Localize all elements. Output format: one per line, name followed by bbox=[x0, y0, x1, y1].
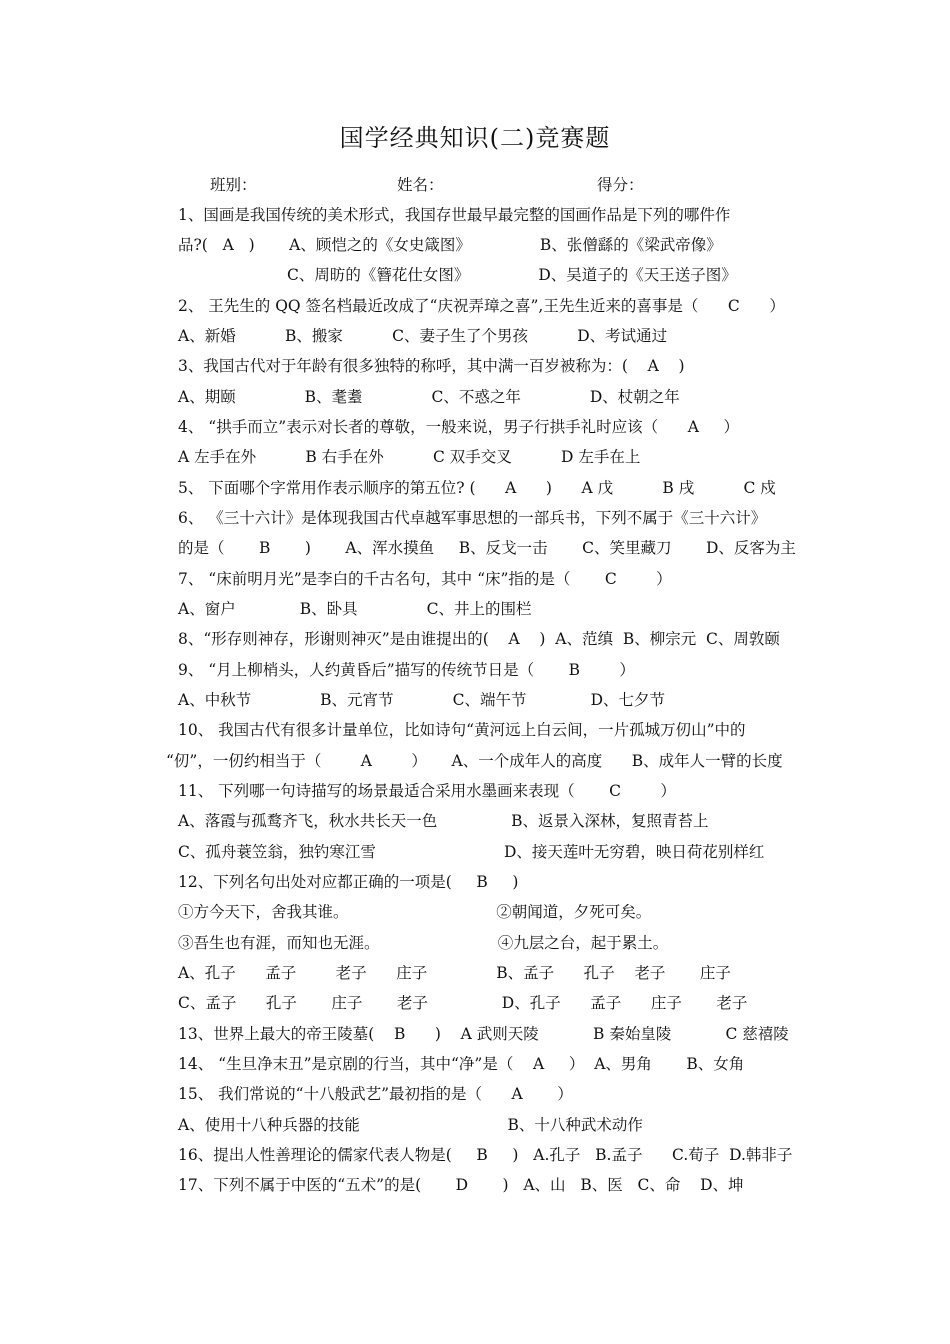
question-2-options: A、新婚 B、搬家 C、妻子生了个男孩 D、考试通过 bbox=[178, 327, 668, 345]
question-10-text: 10、 我国古代有很多计量单位，比如诗句“黄河远上白云间，一片孤城万仞山”中的 bbox=[178, 721, 746, 739]
question-12-text: 12、下列名句出处对应都正确的一项是( B ) bbox=[178, 873, 519, 891]
question-9-options: A、中秋节 B、元宵节 C、端午节 D、七夕节 bbox=[178, 691, 666, 709]
question-11-options-cd: C、孤舟蓑笠翁，独钓寒江雪 D、接天莲叶无穷碧，映日荷花别样红 bbox=[178, 843, 765, 861]
question-4-options: A 左手在外 B 右手在外 C 双手交叉 D 左手在上 bbox=[178, 448, 641, 466]
question-3-text: 3、我国古代对于年龄有很多独特的称呼，其中满一百岁被称为：( A ) bbox=[178, 357, 685, 375]
question-14-text: 14、 “生旦净末丑”是京剧的行当，其中“净”是（ A ） A、男角 B、女角 bbox=[178, 1055, 745, 1073]
question-5-text: 5、 下面哪个字常用作表示顺序的第五位? ( A ) A 戊 B 戌 C 戍 bbox=[178, 479, 776, 497]
question-12-quotes-12: ①方今天下，舍我其谁。 ②朝闻道，夕死可矣。 bbox=[178, 903, 652, 921]
question-11-options-ab: A、落霞与孤鹜齐飞，秋水共长天一色 B、返景入深林，复照青苔上 bbox=[178, 812, 709, 830]
question-1-options-cd: C、周昉的《簪花仕女图》 D、吴道子的《天王送子图》 bbox=[287, 266, 737, 284]
question-1-options-ab: 品?( A ) A、顾恺之的《女史箴图》 B、张僧繇的《梁武帝像》 bbox=[178, 236, 722, 254]
question-17-text: 17、下列不属于中医的“五术”的是( D ) A、山 B、医 C、命 D、坤 bbox=[178, 1176, 744, 1194]
question-3-options: A、期颐 B、耄耋 C、不惑之年 D、杖朝之年 bbox=[178, 388, 680, 406]
question-15-text: 15、 我们常说的“十八般武艺”最初指的是（ A ） bbox=[178, 1085, 573, 1103]
question-10-options: “仞”，一仞约相当于（ A ） A、一个成年人的高度 B、成年人一臂的长度 bbox=[166, 752, 783, 770]
name-field-label: 姓名： bbox=[397, 176, 444, 194]
question-7-text: 7、 “床前明月光”是李白的千古名句，其中 “床”指的是（ C ） bbox=[178, 570, 672, 588]
question-12-quotes-34: ③吾生也有涯，而知也无涯。 ④九层之台，起于累土。 bbox=[178, 934, 669, 952]
question-6-text: 6、 《三十六计》是体现我国古代卓越军事思想的一部兵书，下列不属于《三十六计》 bbox=[178, 509, 767, 527]
question-9-text: 9、 “月上柳梢头，人约黄昏后”描写的传统节日是（ B ） bbox=[178, 661, 635, 679]
page-title: 国学经典知识(二)竞赛题 bbox=[339, 124, 611, 152]
question-2-text: 2、 王先生的 QQ 签名档最近改成了“庆祝弄璋之喜”,王先生近来的喜事是（ C ） bbox=[178, 297, 785, 315]
question-12-options-cd: C、孟子 孔子 庄子 老子 D、孔子 孟子 庄子 老子 bbox=[178, 994, 748, 1012]
question-13-text: 13、世界上最大的帝王陵墓( B ) A 武则天陵 B 秦始皇陵 C 慈禧陵 bbox=[178, 1025, 789, 1043]
question-4-text: 4、 “拱手而立”表示对长者的尊敬，一般来说，男子行拱手礼时应该（ A ） bbox=[178, 418, 740, 436]
question-15-options: A、使用十八种兵器的技能 B、十八种武术动作 bbox=[178, 1116, 643, 1134]
question-1-text: 1、国画是我国传统的美术形式，我国存世最早最完整的国画作品是下列的哪件作 bbox=[178, 206, 731, 224]
question-11-text: 11、 下列哪一句诗描写的场景最适合采用水墨画来表现（ C ） bbox=[178, 782, 676, 800]
question-16-text: 16、提出人性善理论的儒家代表人物是( B ) A.孔子 B.孟子 C.荀子 D.韩非子 bbox=[178, 1146, 793, 1164]
question-12-options-ab: A、孔子 孟子 老子 庄子 B、孟子 孔子 老子 庄子 bbox=[178, 964, 731, 982]
question-6-options: 的是（ B ) A、浑水摸鱼 B、反戈一击 C、笑里藏刀 D、反客为主 bbox=[178, 539, 796, 557]
question-7-options: A、窗户 B、卧具 C、井上的围栏 bbox=[178, 600, 532, 618]
question-8-text: 8、“形存则神存，形谢则神灭”是由谁提出的( A ) A、范缜 B、柳宗元 C、周敦颐 bbox=[178, 630, 780, 648]
class-field-label: 班别： bbox=[210, 176, 257, 194]
score-field-label: 得分： bbox=[597, 176, 644, 194]
